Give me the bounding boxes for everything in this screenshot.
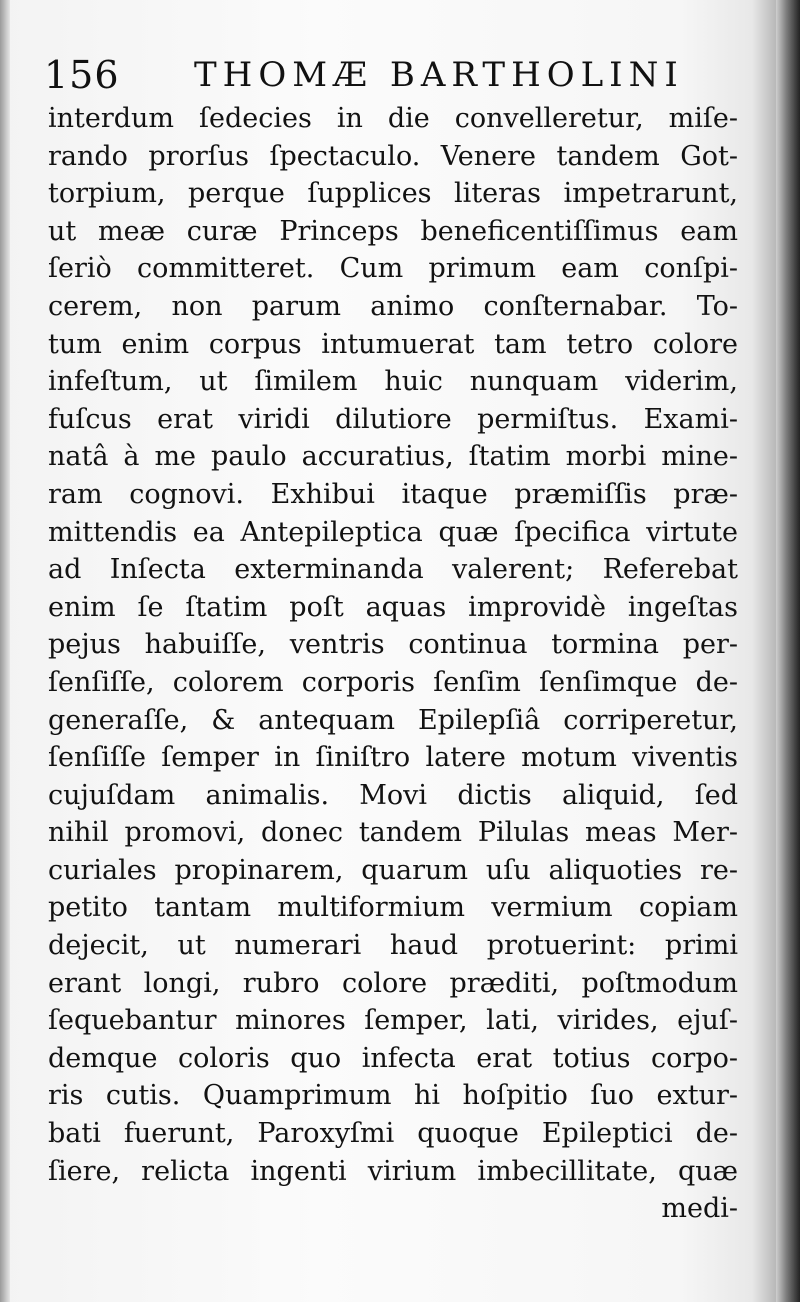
text-line: interdum ſedecies in die convelleretur, miſe-: [48, 103, 738, 134]
page-number: 156: [44, 53, 120, 97]
text-line: mittendis ea Antepileptica quæ ſpecifica virtute: [48, 516, 738, 548]
text-line: cujuſdam animalis. Movi dictis aliquid, ſed: [48, 779, 738, 811]
text-line: natâ à me paulo accuratius, ſtatim morbi mine-: [48, 441, 738, 473]
text-line: erant longi, rubro colore præditi, poſtmodum: [48, 967, 738, 999]
text-line: nihil promovi, donec tandem Pilulas meas Mer-: [48, 817, 738, 849]
text-line: ſiere, relicta ingenti virium imbecillitate, quæ: [48, 1155, 738, 1187]
text-line: ſenſiſſe, colorem corporis ſenſim ſenſimque de-: [48, 666, 738, 698]
running-head: THOMÆ BARTHOLINI: [194, 55, 684, 95]
text-line: ſenſiſſe ſemper in ſiniſtro latere motum viventis: [48, 742, 738, 774]
text-line: rando prorſus ſpectaculo. Venere tandem Got-: [48, 140, 738, 172]
text-line: torpium, perque ſupplices literas impetrarunt,: [48, 178, 738, 210]
text-line: curiales propinarem, quarum uſu aliquoties re-: [48, 854, 738, 886]
text-line: ut meæ curæ Princeps beneficentiſſimus eam: [48, 215, 738, 247]
text-line: pejus habuiſſe, ventris continua tormina per-: [48, 629, 738, 661]
text-line: enim ſe ſtatim poſt aquas improvidè ingeſtas: [48, 591, 738, 623]
text-line: cerem, non parum animo conſternabar. To-: [48, 290, 738, 322]
body-text: [48, 100, 738, 1228]
text-line: ſeriò committeret. Cum primum eam conſpi-: [48, 253, 738, 285]
text-line: fuſcus erat viridi dilutiore permiſtus. Exami-: [48, 403, 738, 435]
text-line: ram cognovi. Exhibui itaque præmiſſis præ-: [48, 478, 738, 510]
text-line: ris cutis. Quamprimum hi hoſpitio ſuo extur-: [48, 1080, 738, 1112]
page-header: [44, 50, 744, 100]
text-line: demque coloris quo infecta erat totius corpo-: [48, 1042, 738, 1074]
text-line: ad Inſecta exterminanda valerent; Referebat: [48, 554, 738, 586]
text-line: generaſſe, & antequam Epilepſiâ corriperetur,: [48, 704, 738, 736]
text-line: petito tantam multiformium vermium copiam: [48, 892, 738, 924]
text-line: ſequebantur minores ſemper, lati, virides, ejuſ-: [48, 1005, 738, 1037]
catchword: medi-: [661, 1193, 738, 1225]
text-line: infeſtum, ut ſimilem huic nunquam viderim,: [48, 366, 738, 398]
page-edge-shadow: [776, 0, 800, 1302]
text-line: dejecit, ut numerari haud protuerint: primi: [48, 930, 738, 962]
text-line: tum enim corpus intumuerat tam tetro colore: [48, 328, 738, 360]
gutter-shadow: [0, 0, 10, 1302]
text-line: bati fuerunt, Paroxyſmi quoque Epileptici de-: [48, 1118, 738, 1150]
